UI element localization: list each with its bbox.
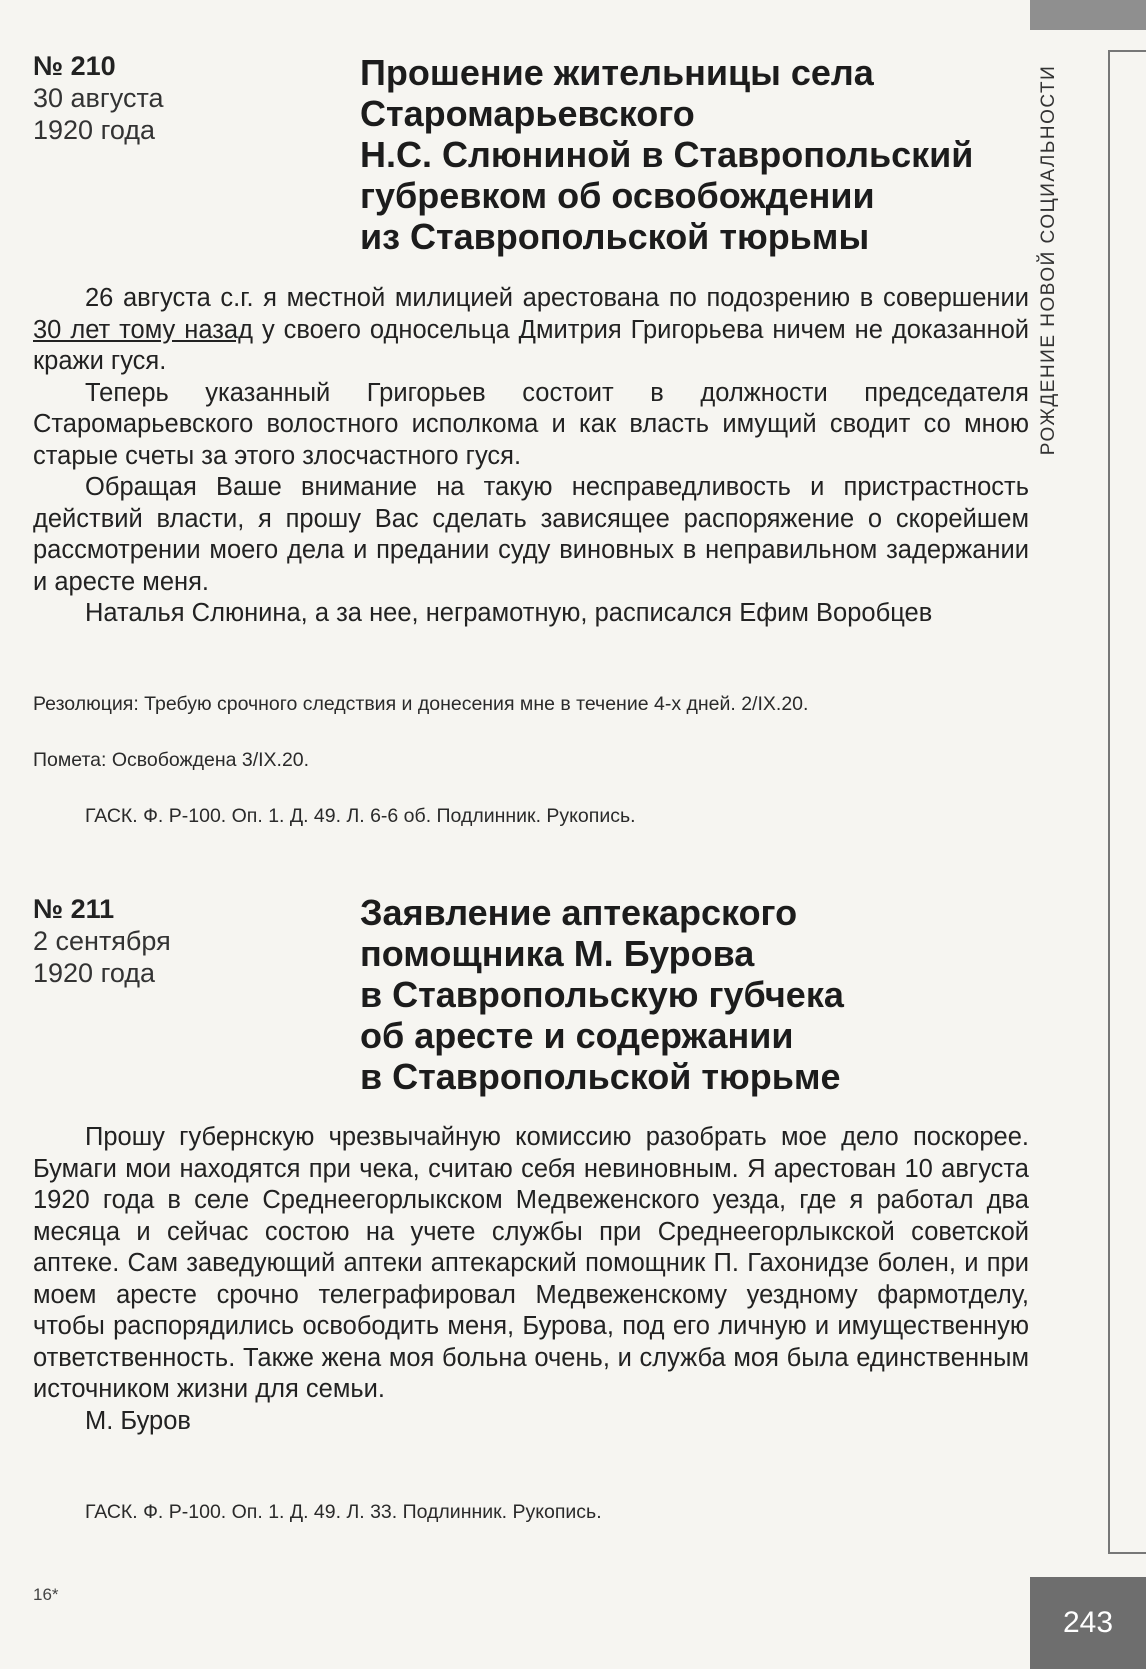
- side-frame: [1108, 50, 1146, 1554]
- doc210-date-line1: 30 августа: [33, 83, 164, 113]
- doc210-p1-text-end: у своего односельца Дмитрия Григорьева ничем не доказанной кражи гуся.: [33, 315, 1029, 375]
- doc211-title-line: помощника М. Бурова: [360, 933, 755, 974]
- doc211-title-line: в Ставропольской тюрьме: [360, 1056, 841, 1097]
- doc211-number: № 211: [33, 894, 115, 924]
- doc210-p1-underlined: 30 лет тому назад: [33, 315, 253, 344]
- doc210-date-line2: 1920 года: [33, 115, 156, 145]
- doc211-title-line: об аресте и содержании: [360, 1015, 794, 1056]
- page-number: 243: [1030, 1577, 1146, 1669]
- doc210-title-line: Старомарьевского: [360, 93, 695, 134]
- doc211-body: [33, 1122, 1029, 1437]
- running-head: РОЖДЕНИЕ НОВОЙ СОЦИАЛЬНОСТИ: [1038, 64, 1059, 456]
- doc211-title: [360, 892, 1020, 1097]
- doc210-archive-ref: ГАСК. Ф. Р-100. Оп. 1. Д. 49. Л. 6-6 об. Подлинник. Рукопись.: [85, 805, 636, 827]
- doc211-meta: [33, 893, 333, 989]
- doc211-date-line2: 1920 года: [33, 958, 156, 988]
- doc211-paragraph-1: Прошу губернскую чрезвычайную комиссию разобрать мое дело поскорее. Бумаги мои находятся при чека, считаю себя невиновным. Я арестован 10 августа 1920 года в селе Среднеегорлыкском Медвеженского уезда, где я работал два месяца и сейчас состою на учете службы при Среднеегорлыкской советской аптеке. Сам заведующий аптеки аптекарский помощник П. Гахонидзе болен, и при моем аресте срочно телеграфировал Медвеженскому уездному фармотделу, чтобы распорядились освободить меня, Бурова, под его личную и имущественную ответственность. Также жена моя больна очень, и служба моя была единственным источником жизни для семьи.: [33, 1123, 1029, 1403]
- doc210-meta: [33, 50, 333, 146]
- doc210-title: [360, 52, 1020, 257]
- doc210-title-line: из Ставропольской тюрьмы: [360, 216, 870, 257]
- doc210-note: Помета: Освобождена 3/IX.20.: [33, 749, 310, 771]
- doc211-title-line: Заявление аптекарского: [360, 892, 798, 933]
- signature-mark: 16*: [33, 1585, 59, 1604]
- doc210-body: [33, 283, 1029, 630]
- doc210-title-line: Н.С. Слюниной в Ставропольский: [360, 134, 974, 175]
- doc210-paragraph-1: [33, 283, 1029, 378]
- doc210-paragraph-4: Наталья Слюнина, а за нее, неграмотную, расписался Ефим Воробцев: [85, 599, 933, 627]
- doc211-title-line: в Ставропольскую губчека: [360, 974, 844, 1015]
- doc210-number: № 210: [33, 51, 116, 81]
- side-block-top: [1030, 0, 1146, 30]
- doc210-paragraph-2: Теперь указанный Григорьев состоит в должности председателя Старомарьевского волостного исполкома и как власть имущий сводит со мною старые счеты за этого злосчастного гуся.: [33, 378, 1029, 470]
- doc211-signature: М. Буров: [85, 1406, 191, 1435]
- doc210-paragraph-3: Обращая Ваше внимание на такую несправедливость и пристрастность действий власти, я прошу Вас сделать зависящее распоряжение о скорейшем рассмотрении моего дела и предании суду виновных в неправильном задержании и аресте меня.: [33, 473, 1029, 596]
- doc210-resolution: Резолюция: Требую срочного следствия и донесения мне в течение 4-х дней. 2/IX.20.: [33, 693, 809, 715]
- doc211-date-line1: 2 сентября: [33, 926, 171, 956]
- doc211-archive-ref: ГАСК. Ф. Р-100. Оп. 1. Д. 49. Л. 33. Подлинник. Рукопись.: [85, 1501, 602, 1523]
- doc210-title-line: Прошение жительницы села: [360, 52, 874, 93]
- doc210-p1-text: 26 августа с.г. я местной милицией арестована по подозрению в совершении: [85, 284, 1029, 312]
- doc210-title-line: губревком об освобождении: [360, 175, 875, 216]
